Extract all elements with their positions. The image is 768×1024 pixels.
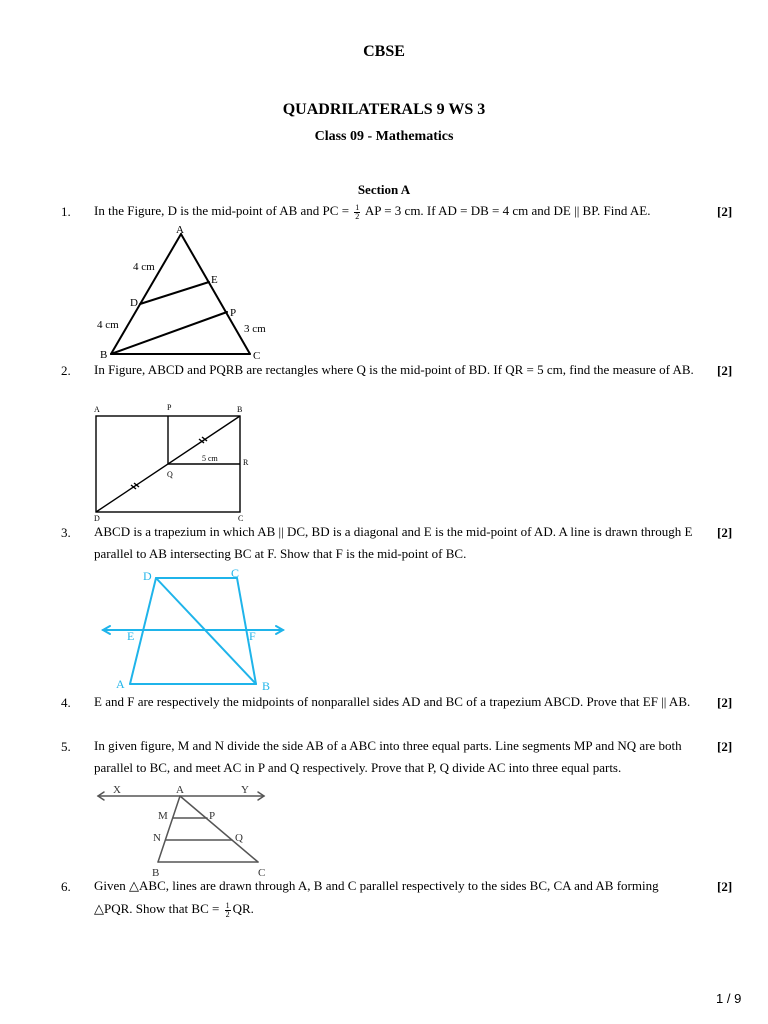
fig5-label-q: Q	[235, 832, 243, 844]
fig1-label-e: E	[211, 274, 218, 286]
fig5-label-n: N	[153, 832, 161, 844]
fig2-label-a: A	[94, 405, 100, 414]
triangle-symbol: △	[129, 879, 140, 894]
fig5-label-c: C	[258, 867, 266, 879]
question-5-marks: [2]	[717, 739, 733, 754]
question-1-figure	[90, 222, 290, 364]
worksheet-title: QUADRILATERALS 9 WS 3	[282, 101, 486, 118]
question-4-text: E and F are respectively the midpoints of nonparallel sides AD and BC of a trapezium ABCD. Prove that EF || AB.	[94, 694, 691, 709]
fig5-label-x: X	[113, 784, 121, 796]
question-2-text: In Figure, ABCD and PQRB are rectangles where Q is the mid-point of BD. If QR = 5 cm, find the measure of AB.	[94, 362, 694, 377]
question-5-figure	[92, 780, 272, 880]
fig3-label-c: C	[231, 566, 240, 580]
fig5-label-a: A	[176, 784, 184, 796]
question-1-marks: [2]	[717, 204, 733, 219]
fig3-label-b: B	[262, 679, 271, 692]
question-2-number: 2.	[61, 363, 71, 378]
question-2-marks: [2]	[717, 363, 733, 378]
fig2-label-p: P	[167, 403, 172, 412]
fig3-label-d: D	[143, 569, 152, 583]
question-3-number: 3.	[61, 525, 71, 540]
fig3-label-e: E	[127, 629, 135, 643]
fig3-label-f: F	[249, 629, 256, 643]
question-1-text: In the Figure, D is the mid-point of AB and PC = $\frac{1}{2}$ AP = 3 cm. If AD = DB = 4 cm and DE || BP. Find AE.	[94, 202, 651, 221]
fig1-label-ad: 4 cm	[133, 261, 155, 273]
fig3-label-a: A	[116, 677, 125, 691]
fig5-label-m: M	[158, 810, 168, 822]
fig1-label-p: P	[230, 307, 237, 319]
section-heading: Section A	[357, 182, 411, 197]
question-6-number: 6.	[61, 879, 71, 894]
question-3-figure	[95, 566, 295, 692]
fig1-label-c: C	[253, 350, 261, 362]
fig1-label-d: D	[130, 297, 138, 309]
fig2-label-q: Q	[167, 470, 173, 479]
board-heading: CBSE	[363, 43, 405, 60]
question-3-text: ABCD is a trapezium in which AB || DC, BD is a diagonal and E is the mid-point of AD. A line is drawn through E parallel to AB intersecting BC at F. Show that F is the mid-point of BC.	[94, 524, 693, 561]
fig2-label-d: D	[94, 514, 100, 523]
fig1-label-pc: 3 cm	[244, 323, 266, 335]
fig2-label-b: B	[237, 405, 243, 414]
question-4-number: 4.	[61, 695, 71, 710]
fig2-label-qr: 5 cm	[202, 454, 218, 463]
fig1-label-b: B	[100, 349, 108, 361]
question-5-text: In given figure, M and N divide the side AB of a ABC into three equal parts. Line segments MP and NQ are both parallel to BC, and meet AC in P and Q respectively. Prove that P, Q divide AC into three equal parts.	[94, 738, 682, 775]
fig5-label-p: P	[209, 810, 216, 822]
fig2-label-c: C	[238, 514, 244, 523]
fig1-label-db: 4 cm	[97, 319, 119, 331]
fraction-half: $\frac{1}{2}$	[225, 900, 230, 919]
question-1-number: 1.	[61, 204, 71, 219]
page-number: 1 / 9	[716, 991, 742, 1006]
triangle-symbol: △	[94, 902, 104, 917]
question-2-figure	[90, 402, 255, 524]
question-6-text: Given △ABC, lines are drawn through A, B and C parallel respectively to the sides BC, CA and AB forming △PQR. Show that BC = $\frac{1}{2}$ QR.	[94, 878, 659, 919]
question-3-marks: [2]	[717, 525, 733, 540]
question-4-marks: [2]	[717, 695, 733, 710]
fig1-label-a: A	[176, 224, 184, 236]
fraction-half: $\frac{1}{2}$	[355, 202, 360, 221]
question-5-number: 5.	[61, 739, 71, 754]
worksheet-subtitle: Class 09 - Mathematics	[314, 129, 454, 144]
fig2-label-r: R	[243, 458, 249, 467]
fig5-label-y: Y	[241, 784, 249, 796]
question-6-marks: [2]	[717, 879, 733, 894]
fig5-label-b: B	[152, 867, 160, 879]
